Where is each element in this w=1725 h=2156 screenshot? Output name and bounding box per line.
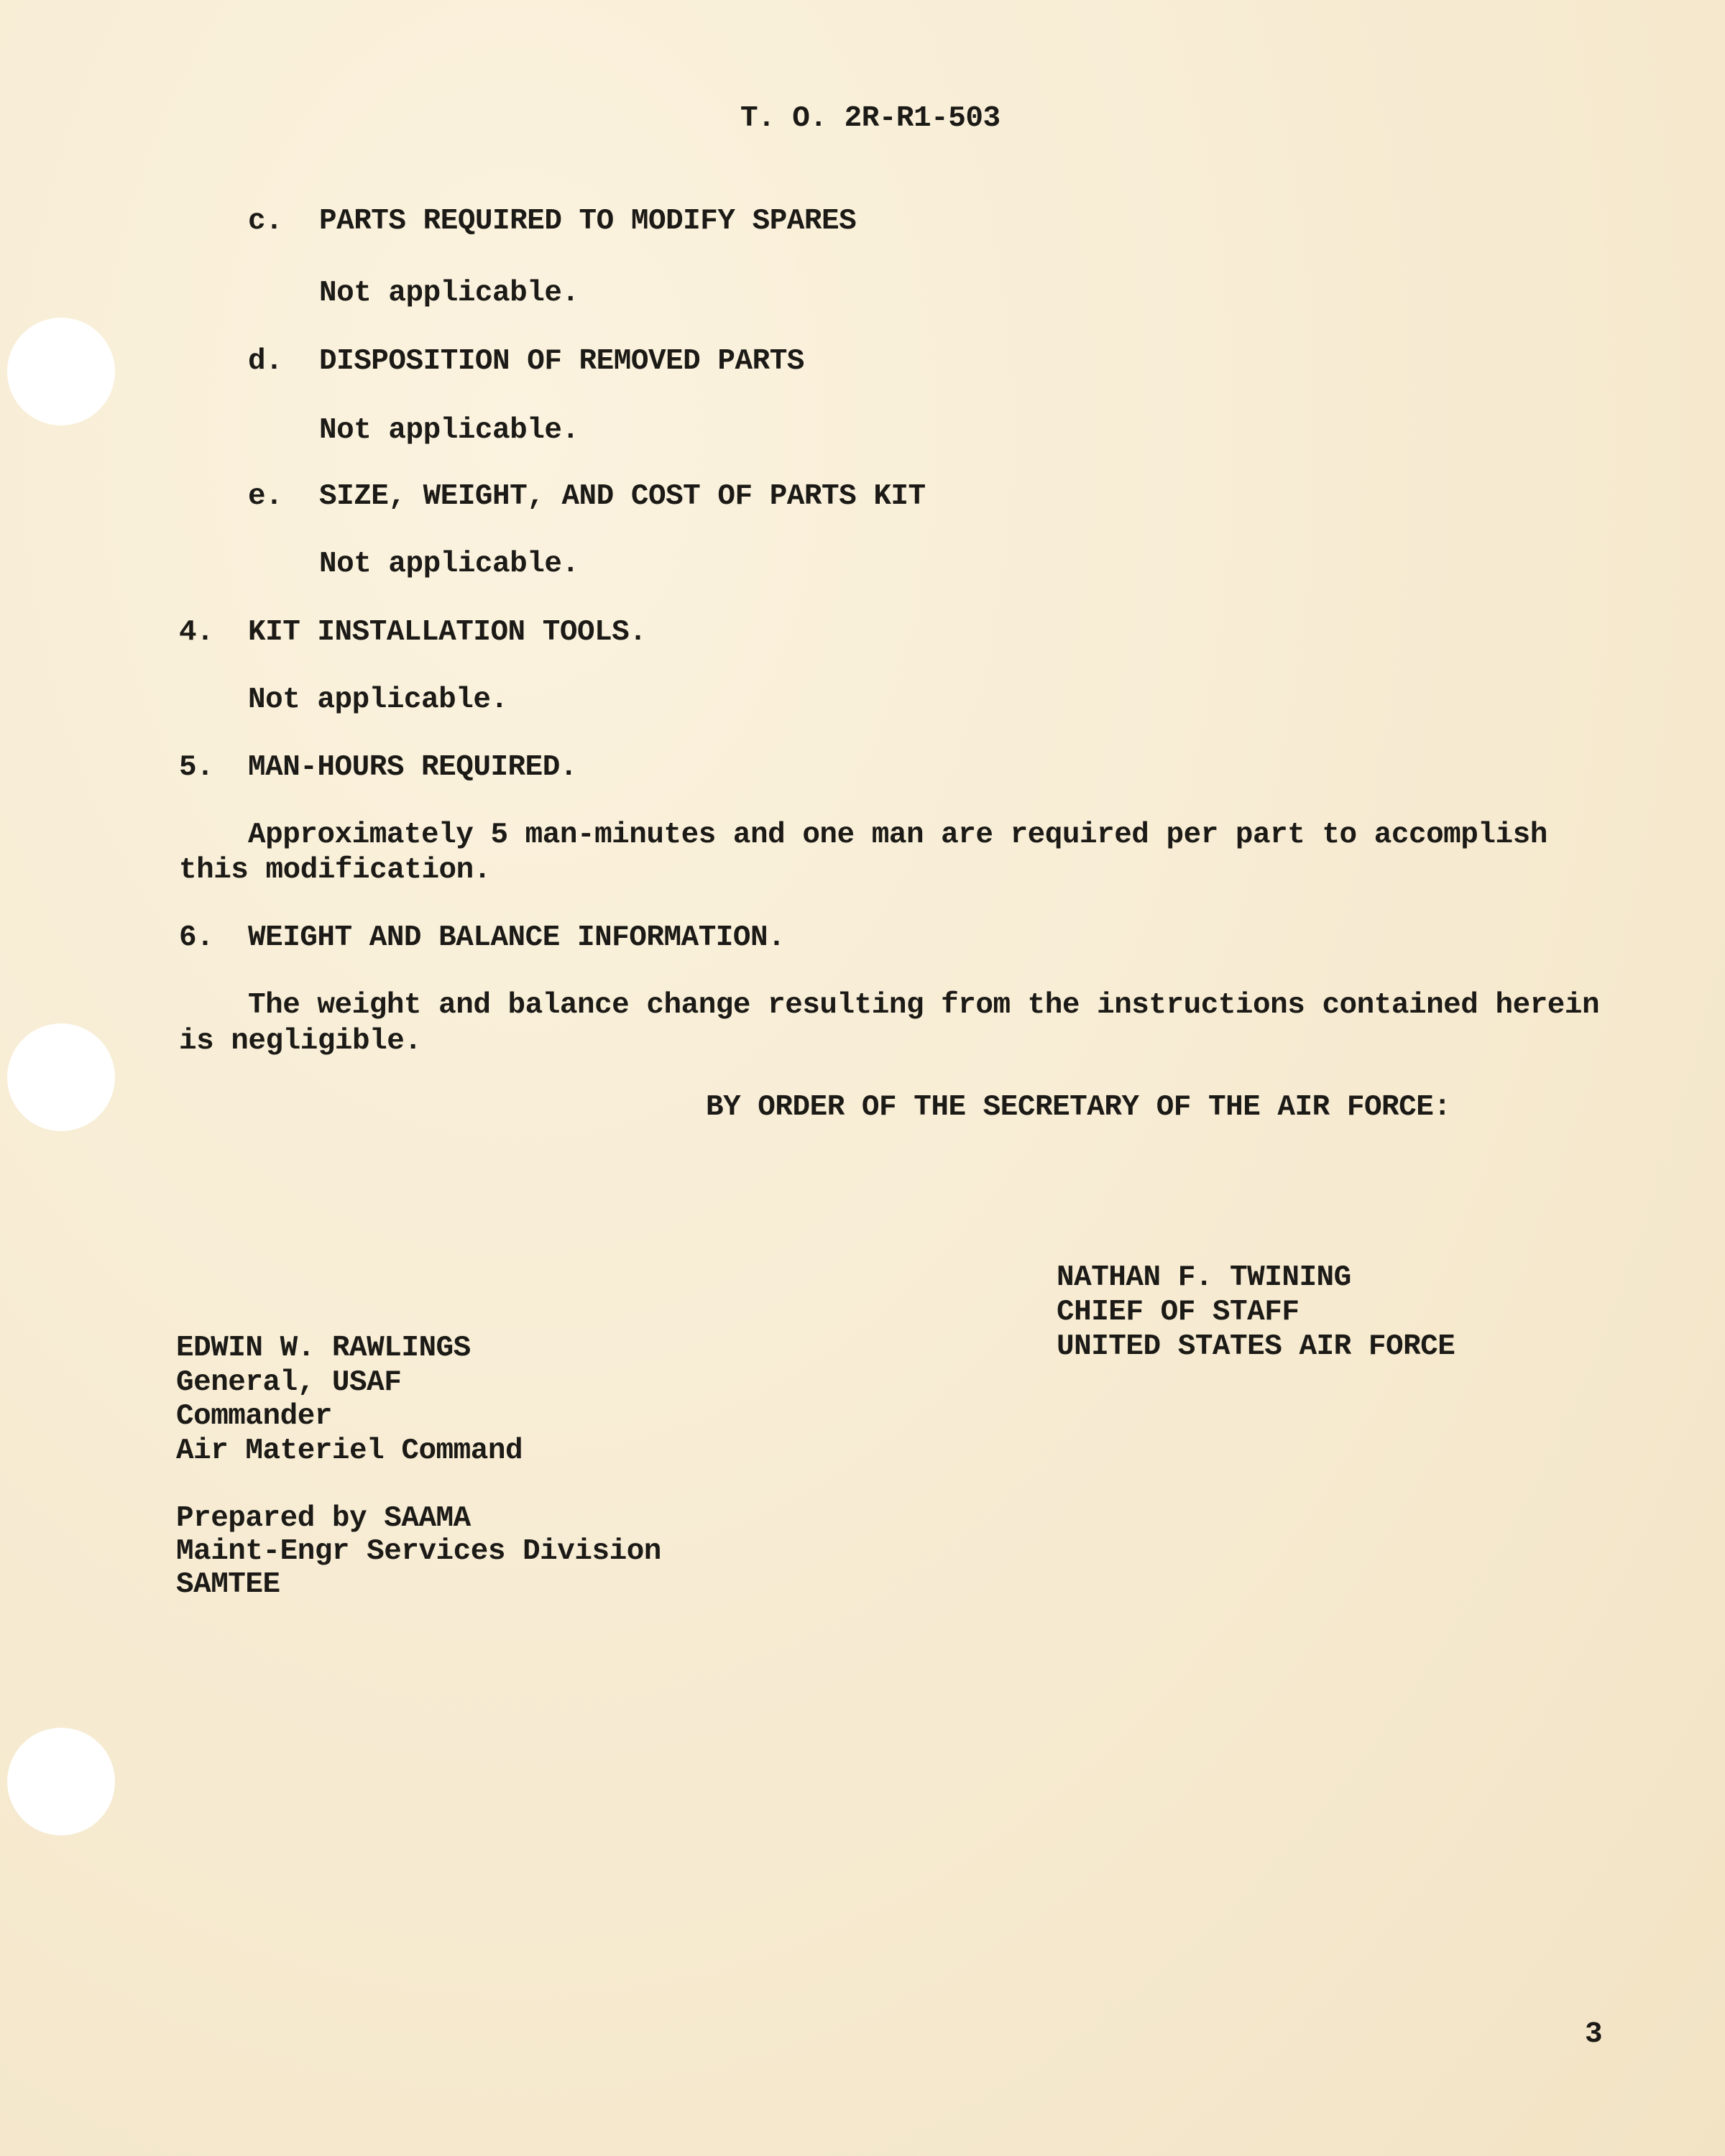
section-title: SIZE, WEIGHT, AND COST OF PARTS KIT: [319, 480, 926, 513]
section-label: c.: [248, 205, 283, 238]
section-body: is negligible.: [179, 1025, 422, 1058]
signatory-right-org: UNITED STATES AIR FORCE: [1057, 1330, 1455, 1363]
section-body: The weight and balance change resulting from the instructions contained herein: [248, 989, 1600, 1022]
section-label: 4.: [179, 616, 214, 649]
prepared-by-division: Maint-Engr Services Division: [176, 1535, 661, 1568]
section-label: e.: [248, 480, 283, 513]
section-title: KIT INSTALLATION TOOLS.: [248, 616, 647, 649]
signatory-left-rank: General, USAF: [176, 1366, 402, 1399]
section-title: MAN-HOURS REQUIRED.: [248, 751, 577, 784]
section-title: DISPOSITION OF REMOVED PARTS: [319, 345, 804, 378]
signatory-right-name: NATHAN F. TWINING: [1057, 1261, 1351, 1294]
punch-hole: [7, 318, 115, 425]
section-body: Not applicable.: [319, 548, 579, 581]
section-body: this modification.: [179, 854, 491, 887]
section-label: 6.: [179, 921, 214, 954]
prepared-by-office: SAMTEE: [176, 1568, 280, 1601]
section-body: Not applicable.: [319, 277, 579, 310]
signatory-left-name: EDWIN W. RAWLINGS: [176, 1332, 471, 1365]
section-label: 5.: [179, 751, 214, 784]
order-statement: BY ORDER OF THE SECRETARY OF THE AIR FORCE:: [706, 1091, 1451, 1124]
page-number: 3: [1585, 2018, 1603, 2051]
section-label: d.: [248, 345, 283, 378]
section-body: Not applicable.: [319, 414, 579, 447]
punch-hole: [7, 1023, 115, 1131]
signatory-left-title: Commander: [176, 1400, 332, 1433]
doc-number: T. O. 2R-R1-503: [740, 102, 1000, 135]
section-body: Approximately 5 man-minutes and one man are required per part to accomplish: [248, 819, 1547, 852]
prepared-by: Prepared by SAAMA: [176, 1502, 471, 1535]
section-title: WEIGHT AND BALANCE INFORMATION.: [248, 921, 786, 954]
section-title: PARTS REQUIRED TO MODIFY SPARES: [319, 205, 857, 238]
section-body: Not applicable.: [248, 683, 508, 717]
signatory-right-title: CHIEF OF STAFF: [1057, 1296, 1300, 1329]
punch-hole: [7, 1728, 115, 1835]
signatory-left-org: Air Materiel Command: [176, 1434, 523, 1468]
